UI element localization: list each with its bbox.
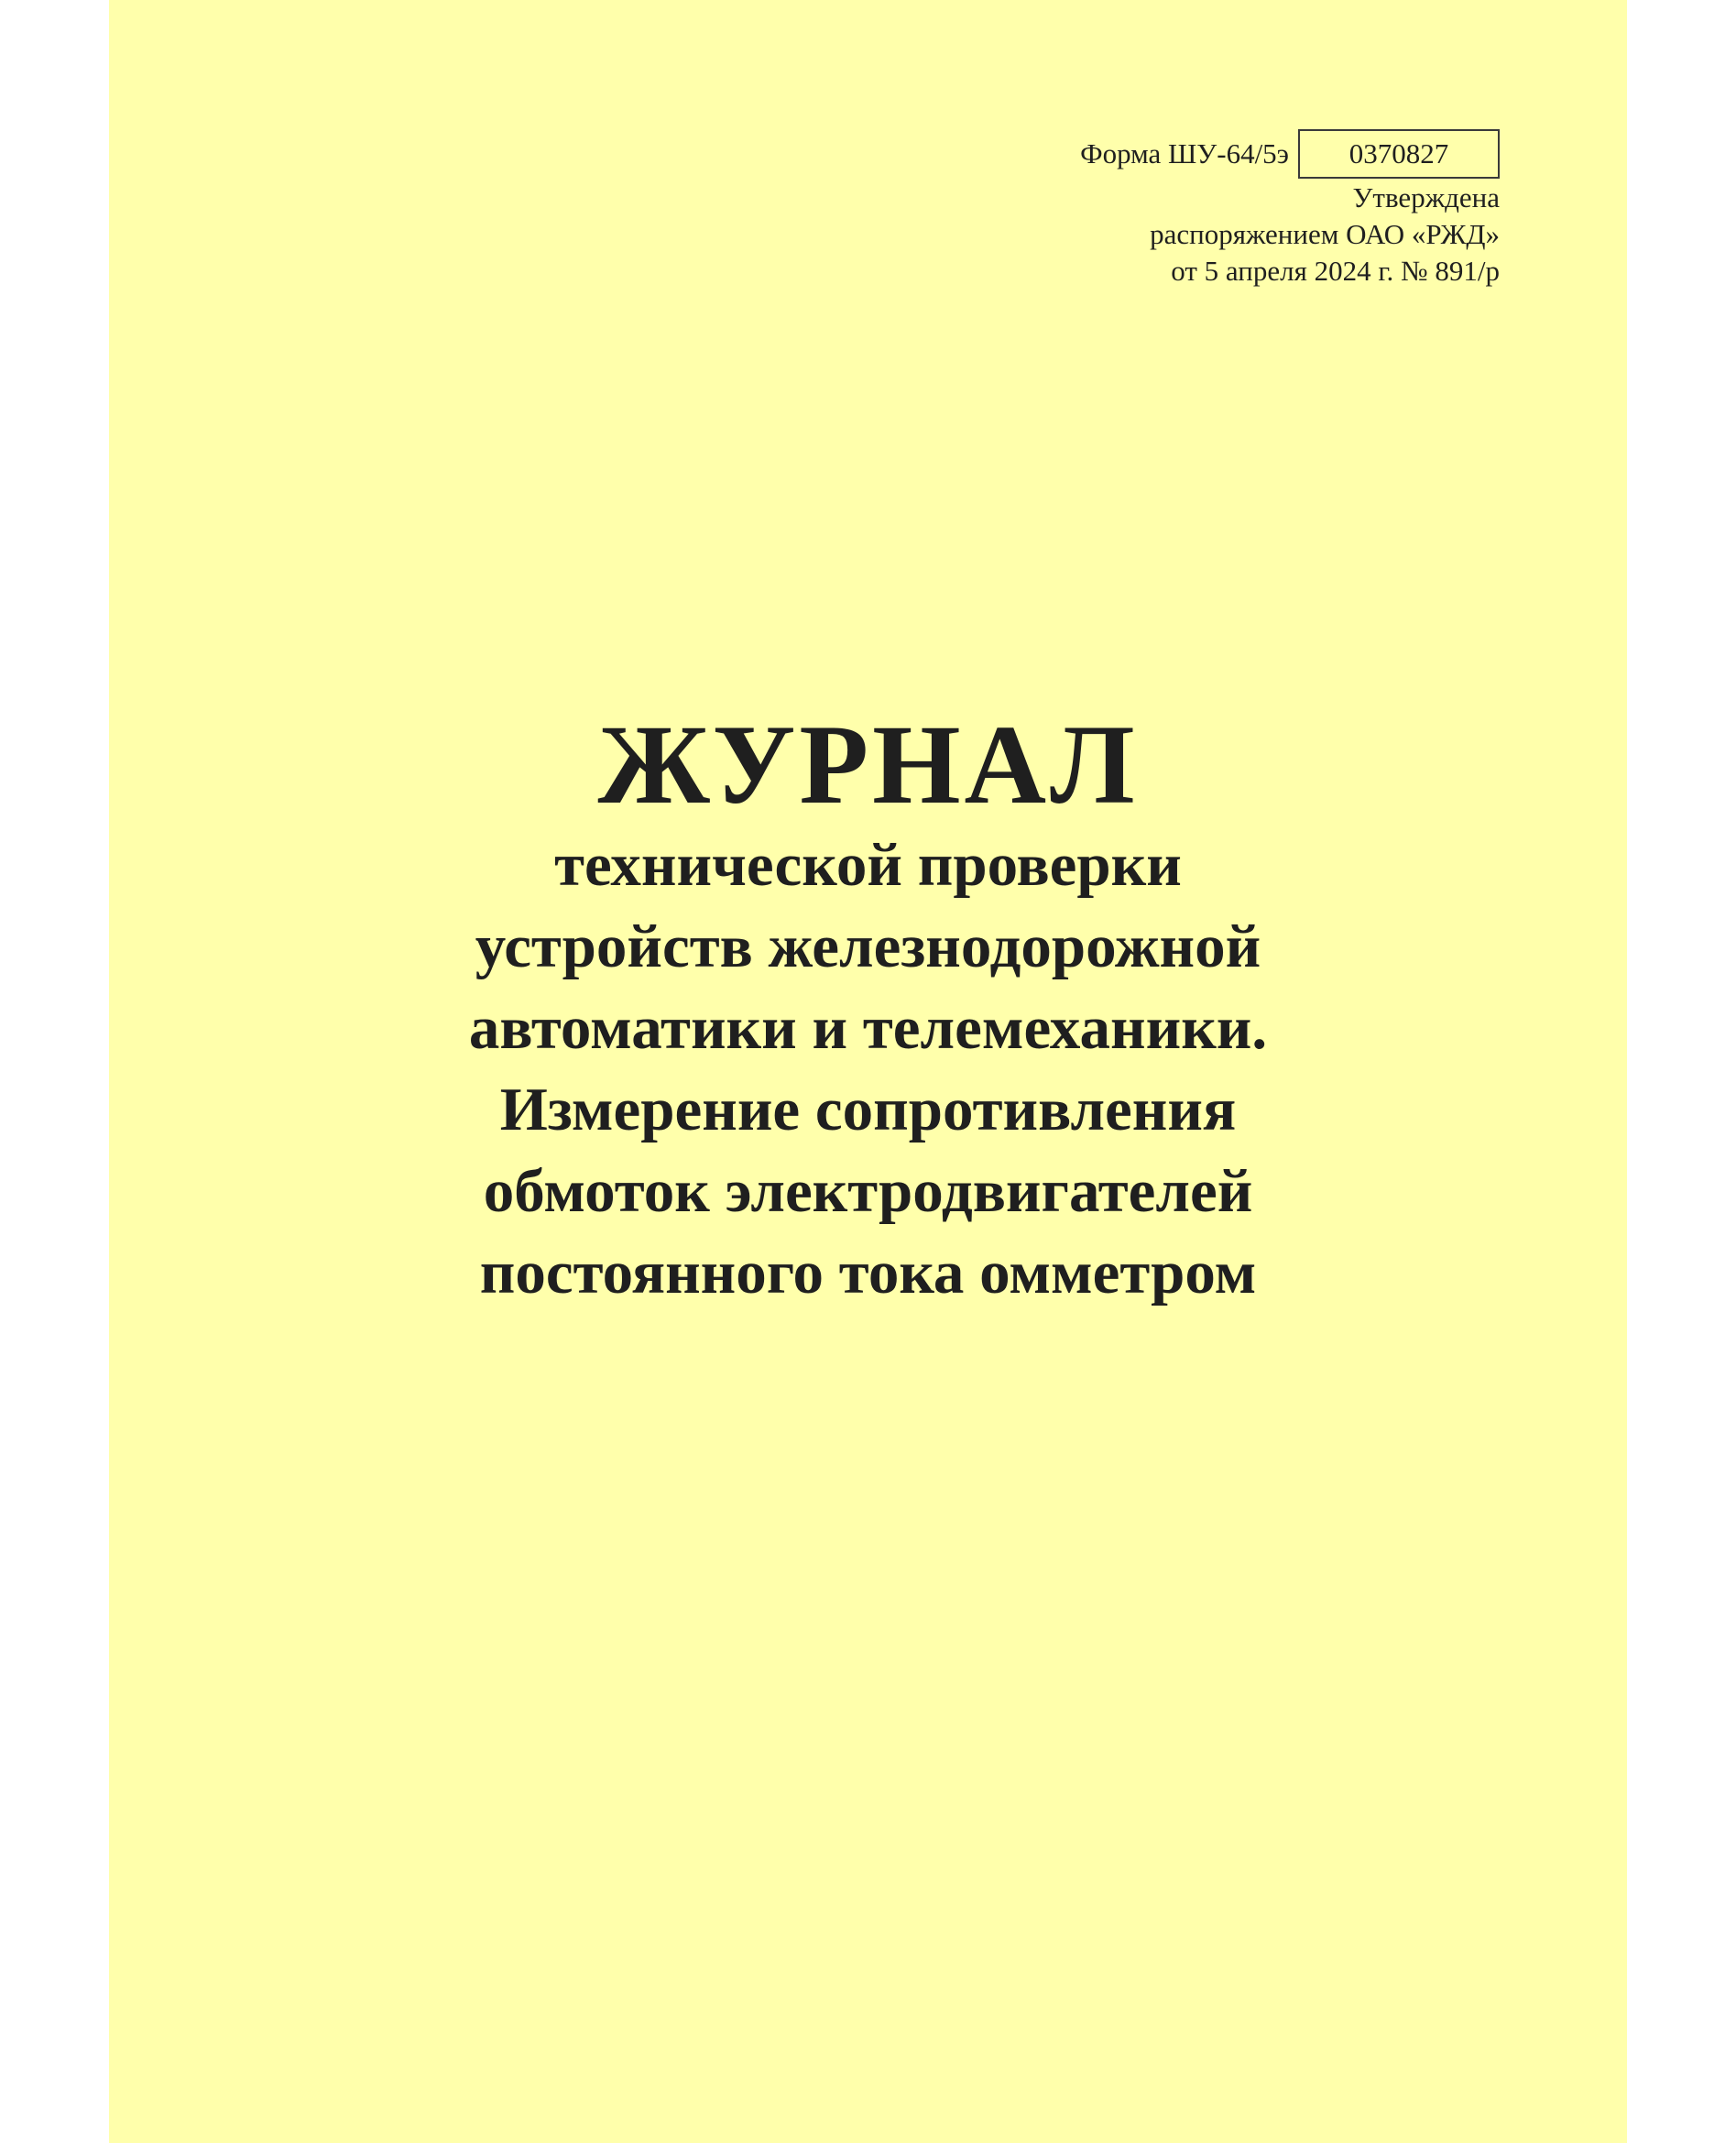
- journal-cover: [109, 0, 1627, 2143]
- subtitle-line-6: постоянного тока омметром: [479, 1239, 1257, 1307]
- approval-line-2: распоряжением ОАО «РЖД»: [1150, 218, 1500, 250]
- main-title: ЖУРНАЛ: [597, 702, 1139, 827]
- approval-line-1: Утверждена: [1352, 181, 1500, 213]
- subtitle-line-5: обмоток электродвигателей: [483, 1157, 1253, 1225]
- form-number-box: 0370827: [1298, 129, 1500, 179]
- title-block: [109, 702, 1627, 1314]
- subtitle-line-4: Измерение сопротивления: [499, 1076, 1237, 1143]
- form-header: [858, 128, 1500, 290]
- subtitle-line-3: автоматики и телемеханики.: [468, 994, 1268, 1062]
- form-row: [858, 128, 1500, 180]
- subtitle-line-1: технической проверки: [554, 831, 1182, 899]
- subtitle-line-2: устройств железнодорожной: [475, 913, 1261, 980]
- approval-line-3: от 5 апреля 2024 г. № 891/р: [1171, 255, 1500, 287]
- form-label: Форма ШУ-64/5э: [1080, 137, 1289, 169]
